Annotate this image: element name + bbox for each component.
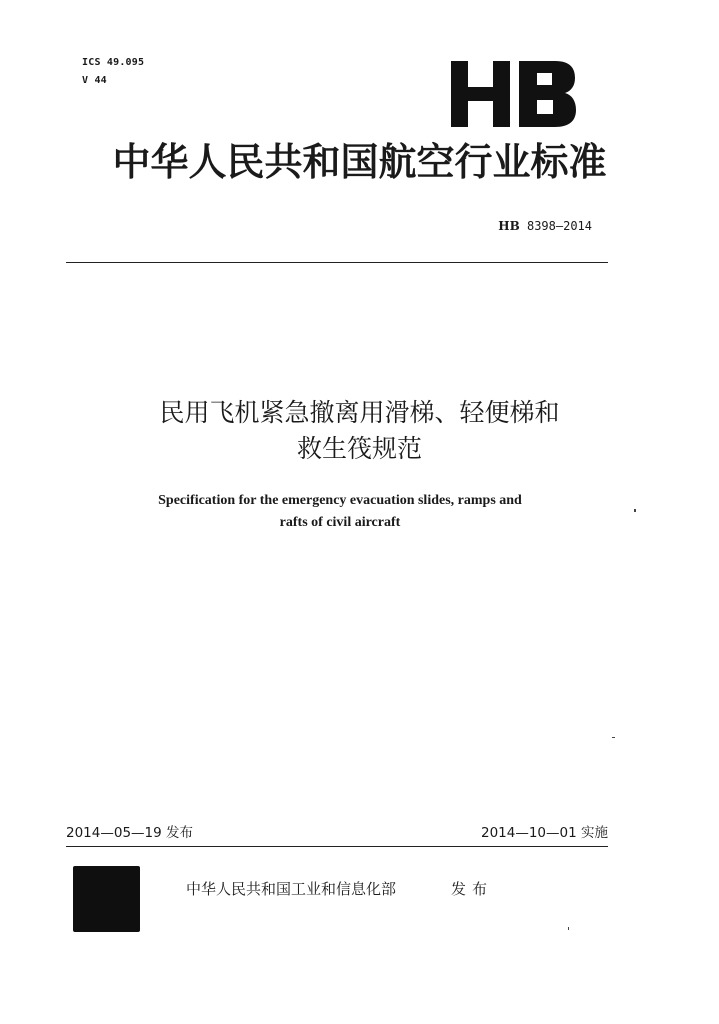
- publisher-action: 发布: [451, 880, 494, 898]
- scan-speck: [612, 737, 615, 738]
- top-divider: [66, 262, 608, 263]
- en-title-line-2: rafts of civil aircraft: [279, 515, 401, 530]
- standard-prefix: HB: [498, 219, 520, 233]
- ics-code: ICS 49.095: [82, 57, 145, 68]
- publisher-name: 中华人民共和国工业和信息化部: [186, 880, 397, 898]
- standard-code: 8398—2014: [519, 219, 592, 233]
- org-title: 中华人民共和国航空行业标准: [112, 140, 607, 184]
- effective-date: 2014—10—01 实施: [480, 825, 608, 841]
- publisher-emblem: [73, 866, 140, 932]
- cn-title-line-2: 救生筏规范: [296, 434, 422, 463]
- standard-number: [470, 219, 592, 233]
- scan-speck: [634, 509, 636, 512]
- issue-date: 2014—05—19 发布: [66, 825, 194, 841]
- scan-speck: [568, 927, 569, 930]
- bottom-divider: [66, 846, 608, 847]
- cn-title-line-1: 民用飞机紧急撤离用滑梯、轻便梯和: [159, 398, 560, 427]
- hb-logo: [449, 59, 577, 129]
- en-title-line-1: Specification for the emergency evacuation slides, ramps and: [158, 493, 522, 508]
- classification-code: V 44: [82, 75, 107, 86]
